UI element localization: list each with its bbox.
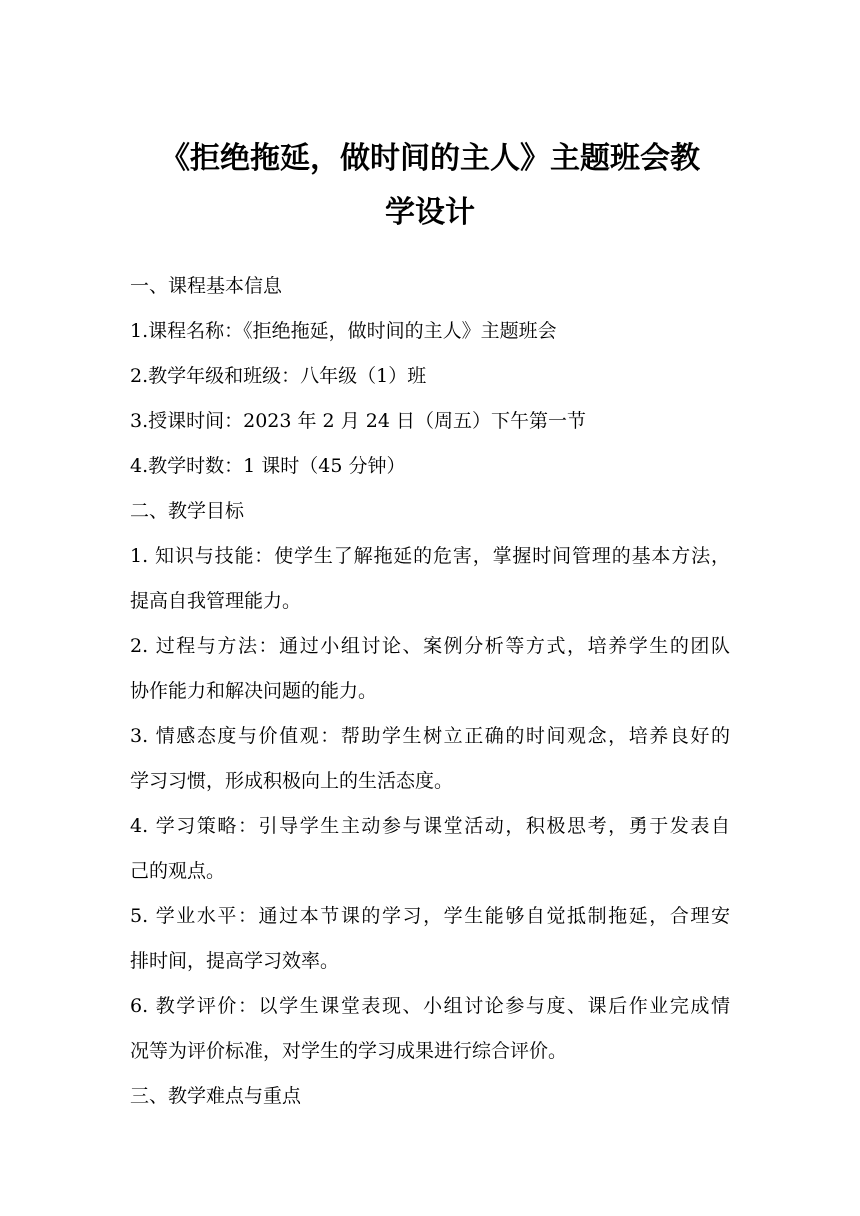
section-heading-difficulties: 三、教学难点与重点 bbox=[130, 1085, 302, 1107]
goal-line: 协作能力和解决问题的能力。 bbox=[130, 680, 378, 702]
goal-line: 1. 知识与技能：使学生了解拖延的危害，掌握时间管理的基本方法， bbox=[130, 545, 730, 567]
goal-item bbox=[130, 804, 730, 894]
goal-item bbox=[130, 624, 730, 714]
goal-line: 2. 过程与方法：通过小组讨论、案例分析等方式，培养学生的团队 bbox=[130, 635, 730, 657]
section-heading-basic-info: 一、课程基本信息 bbox=[130, 275, 283, 297]
goal-line: 学习习惯，形成积极向上的生活态度。 bbox=[130, 770, 454, 792]
goal-line: 提高自我管理能力。 bbox=[130, 590, 302, 612]
title-line-2: 学设计 bbox=[385, 195, 475, 230]
goal-line: 排时间，提高学习效率。 bbox=[130, 950, 340, 972]
goal-line: 况等为评价标准，对学生的学习成果进行综合评价。 bbox=[130, 1040, 568, 1062]
class-time-item: 3.授课时间：2023 年 2 月 24 日（周五）下午第一节 bbox=[130, 410, 586, 432]
class-hours-item: 4.教学时数：1 课时（45 分钟） bbox=[130, 455, 406, 477]
goal-item bbox=[130, 984, 730, 1074]
document-title bbox=[130, 132, 730, 240]
goal-item bbox=[130, 714, 730, 804]
course-name-item: 1.课程名称：《拒绝拖延，做时间的主人》主题班会 bbox=[130, 320, 557, 342]
goal-item bbox=[130, 894, 730, 984]
goal-line: 4. 学习策略：引导学生主动参与课堂活动，积极思考，勇于发表自 bbox=[130, 815, 730, 837]
goal-line: 3. 情感态度与价值观：帮助学生树立正确的时间观念，培养良好的 bbox=[130, 725, 730, 747]
goal-line: 6. 教学评价：以学生课堂表现、小组讨论参与度、课后作业完成情 bbox=[130, 995, 730, 1017]
goal-item bbox=[130, 534, 730, 624]
document-body bbox=[130, 264, 730, 1119]
section-heading-goals: 二、教学目标 bbox=[130, 500, 245, 522]
goal-line: 5. 学业水平：通过本节课的学习，学生能够自觉抵制拖延，合理安 bbox=[130, 905, 730, 927]
title-line-1: 《拒绝拖延，做时间的主人》主题班会教 bbox=[160, 141, 700, 176]
grade-class-item: 2.教学年级和班级：八年级（1）班 bbox=[130, 365, 427, 387]
goal-line: 己的观点。 bbox=[130, 860, 226, 882]
